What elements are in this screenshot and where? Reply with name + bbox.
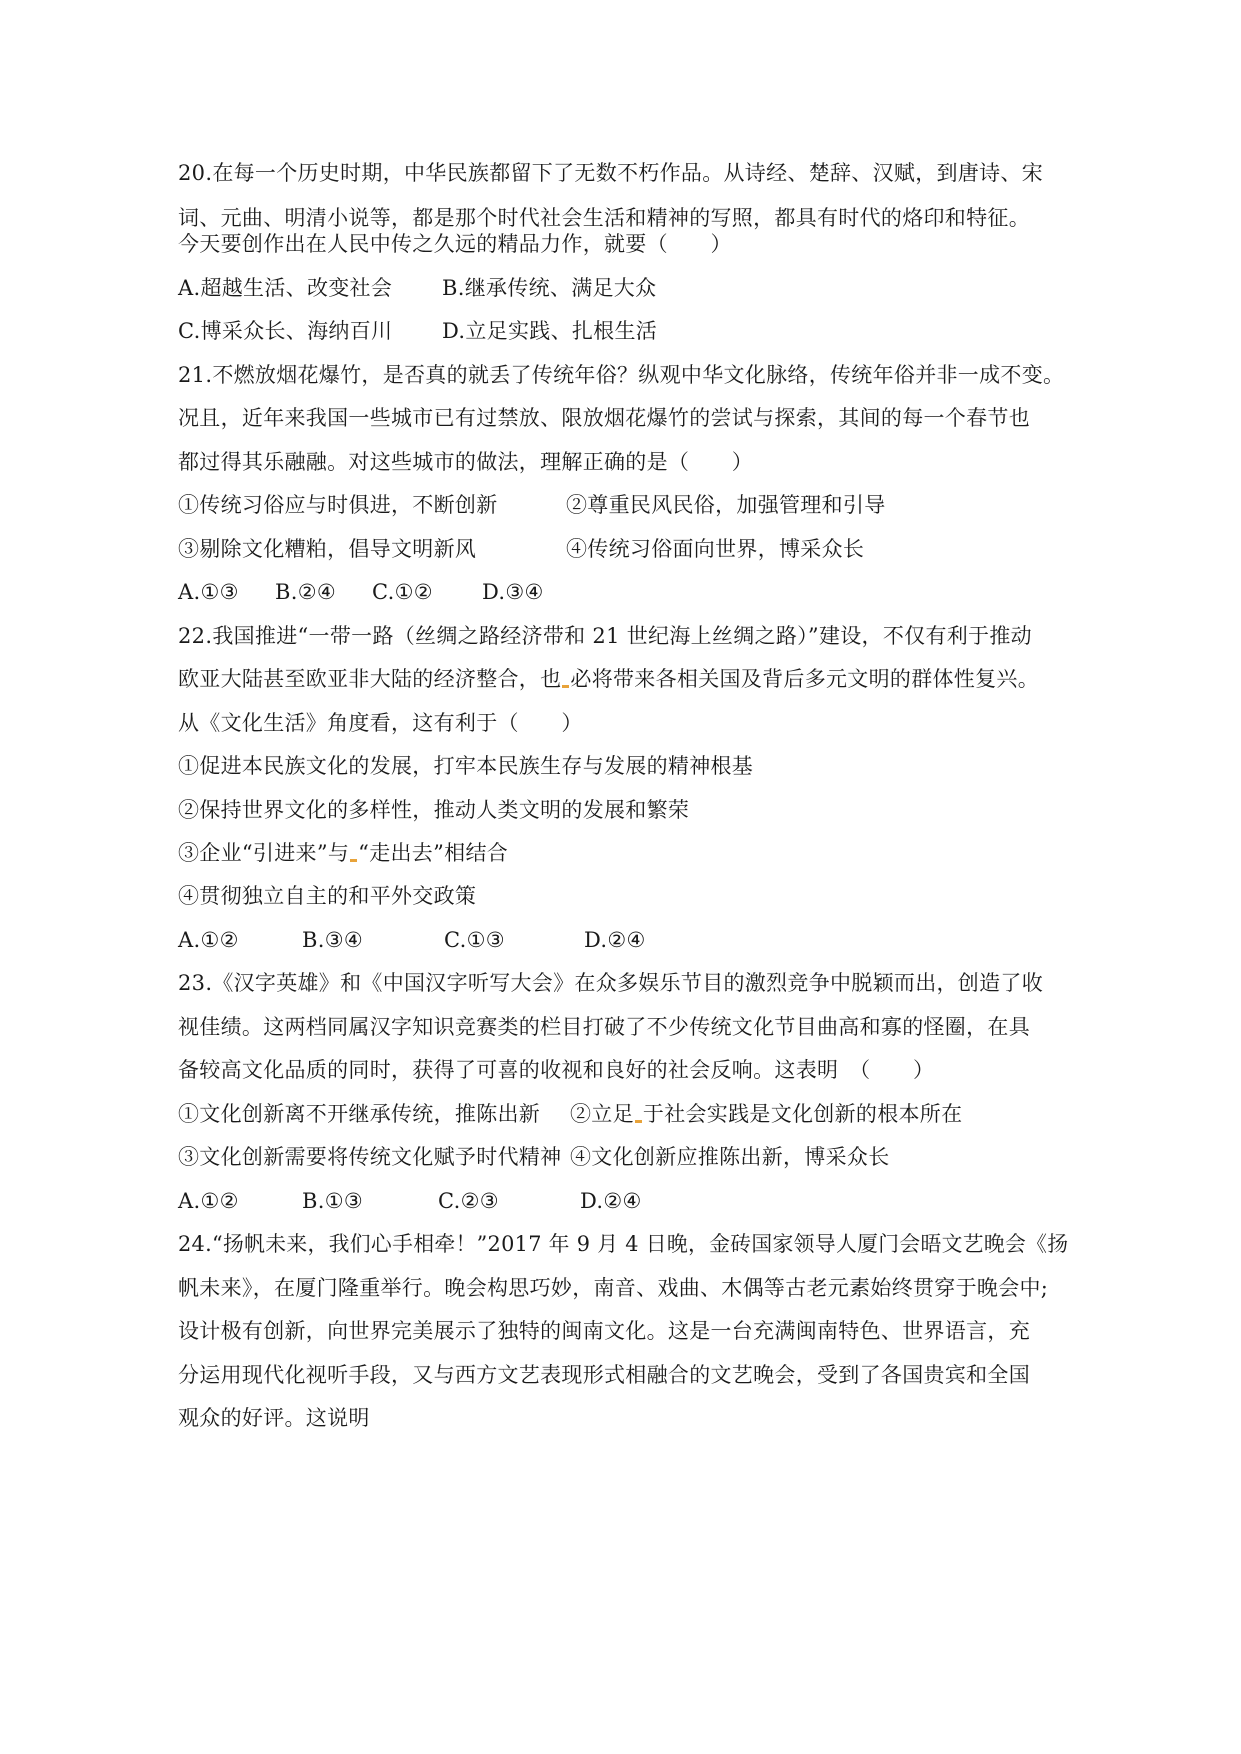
q20-option-c[interactable]: C.博采众长、海纳百川 — [178, 319, 393, 343]
q23-option-a[interactable]: A.①② — [178, 1189, 239, 1213]
q23-statement-3: ③文化创新需要将传统文化赋予时代精神 — [178, 1145, 562, 1169]
q20-line-3: 今天要创作出在人民中传之久远的精品力作，就要（ ） — [178, 232, 732, 256]
q22-statement-3b: “走出去”相结合 — [358, 841, 509, 865]
q22-line-2 — [178, 664, 1039, 694]
q23-stem-1: 《汉字英雄》和《中国汉字听写大会》在众多娱乐节目的激烈竞争中脱颖而出，创造了收 — [212, 971, 1044, 995]
q23-option-b[interactable]: B.①③ — [302, 1189, 363, 1213]
edit-mark — [350, 859, 357, 862]
edit-mark — [562, 685, 569, 688]
q22-statement-3 — [178, 838, 508, 868]
q22-options — [178, 925, 646, 955]
q21-stem-1: 不燃放烟花爆竹，是否真的就丢了传统年俗？纵观中华文化脉络，传统年俗并非一成不变。 — [212, 363, 1065, 387]
q22-statement-1: ①促进本民族文化的发展，打牢本民族生存与发展的精神根基 — [178, 754, 754, 778]
q20-stem-1: 在每一个历史时期，中华民族都留下了无数不朽作品。从诗经、楚辞、汉赋，到唐诗、宋 — [212, 161, 1044, 185]
q23-option-d[interactable]: D.②④ — [580, 1189, 642, 1213]
q20-options-row-1 — [178, 273, 656, 303]
q21-statement-3: ③剔除文化糟粕，倡导文明新风 — [178, 537, 477, 561]
q21-option-c[interactable]: C.①② — [372, 580, 433, 604]
q21-line-3: 都过得其乐融融。对这些城市的做法，理解正确的是（ ） — [178, 450, 754, 474]
q22-line-3: 从《文化生活》角度看，这有利于（ ） — [178, 711, 583, 735]
q21-options — [178, 577, 544, 607]
q22-number: 22. — [178, 624, 213, 648]
q20-line-1 — [178, 158, 1043, 188]
q20-number: 20. — [178, 161, 213, 185]
q22-statement-3a: ③企业“引进来”与 — [178, 841, 350, 865]
q24-line-3: 设计极有创新，向世界完美展示了独特的闽南文化。这是一台充满闽南特色、世界语言，充 — [178, 1319, 1030, 1343]
q23-statement-2 — [570, 1099, 962, 1129]
q23-statements-row-2 — [178, 1142, 890, 1172]
q22-statement-2: ②保持世界文化的多样性，推动人类文明的发展和繁荣 — [178, 798, 690, 822]
q20-option-a[interactable]: A.超越生活、改变社会 — [178, 276, 393, 300]
q23-line-2: 视佳绩。这两档同属汉字知识竞赛类的栏目打破了不少传统文化节目曲高和寡的怪圈，在具 — [178, 1015, 1030, 1039]
q22-stem-2a: 欧亚大陆甚至欧亚非大陆的经济整合，也 — [178, 667, 562, 691]
q23-statement-1: ①文化创新离不开继承传统，推陈出新 — [178, 1102, 541, 1126]
q21-statement-4: ④传统习俗面向世界，博采众长 — [566, 537, 865, 561]
q21-line-1 — [178, 360, 1064, 390]
q22-stem-1: 我国推进“一带一路（丝绸之路经济带和 21 世纪海上丝绸之路）”建设，不仅有利于推动 — [212, 624, 1032, 648]
q24-line-1 — [178, 1229, 1068, 1259]
q22-stem-2b: 必将带来各相关国及背后多元文明的群体性复兴。 — [570, 667, 1040, 691]
q23-statements-row-1 — [178, 1099, 962, 1129]
q23-statement-4: ④文化创新应推陈出新，博采众长 — [570, 1145, 890, 1169]
q23-line-1 — [178, 968, 1043, 998]
q21-number: 21. — [178, 363, 213, 387]
q24-line-2: 帆未来》，在厦门隆重举行。晚会构思巧妙，南音、戏曲、木偶等古老元素始终贯穿于晚会中; — [178, 1276, 1049, 1300]
q20-option-b[interactable]: B.继承传统、满足大众 — [442, 276, 657, 300]
q21-statements-row-2 — [178, 534, 864, 564]
q21-statement-2: ②尊重民风民俗，加强管理和引导 — [566, 493, 886, 517]
q23-options — [178, 1186, 642, 1216]
q23-number: 23. — [178, 971, 213, 995]
q21-line-2: 况且，近年来我国一些城市已有过禁放、限放烟花爆竹的尝试与探索，其间的每一个春节也 — [178, 406, 1030, 430]
q22-option-d[interactable]: D.②④ — [584, 928, 646, 952]
q23-statement-2b: 于社会实践是文化创新的根本所在 — [642, 1102, 963, 1126]
q22-option-c[interactable]: C.①③ — [444, 928, 505, 952]
q20-options-row-2 — [178, 316, 657, 346]
q20-line-2: 词、元曲、明清小说等，都是那个时代社会生活和精神的写照，都具有时代的烙印和特征。 — [178, 206, 1030, 230]
q23-statement-2a: ②立足 — [570, 1102, 634, 1126]
q21-option-d[interactable]: D.③④ — [482, 580, 544, 604]
q24-stem-1: “扬帆未来，我们心手相牵！”2017 年 9 月 4 日晚，金砖国家领导人厦门会晤文艺晚会《扬 — [212, 1232, 1069, 1256]
q20-option-d[interactable]: D.立足实践、扎根生活 — [442, 319, 658, 343]
q24-number: 24. — [178, 1232, 213, 1256]
q21-option-b[interactable]: B.②④ — [275, 580, 336, 604]
q23-line-3: 备较高文化品质的同时，获得了可喜的收视和良好的社会反响。这表明 （ ） — [178, 1058, 935, 1082]
q24-line-5: 观众的好评。这说明 — [178, 1406, 370, 1430]
q21-statements-row-1 — [178, 490, 886, 520]
q21-statement-1: ①传统习俗应与时俱进，不断创新 — [178, 493, 498, 517]
q22-option-b[interactable]: B.③④ — [302, 928, 363, 952]
q22-line-1 — [178, 621, 1032, 651]
q21-option-a[interactable]: A.①③ — [178, 580, 239, 604]
q24-line-4: 分运用现代化视听手段，又与西方文艺表现形式相融合的文艺晚会，受到了各国贵宾和全国 — [178, 1363, 1030, 1387]
edit-mark — [635, 1120, 642, 1123]
q22-option-a[interactable]: A.①② — [178, 928, 239, 952]
q23-option-c[interactable]: C.②③ — [438, 1189, 499, 1213]
q22-statement-4: ④贯彻独立自主的和平外交政策 — [178, 884, 477, 908]
